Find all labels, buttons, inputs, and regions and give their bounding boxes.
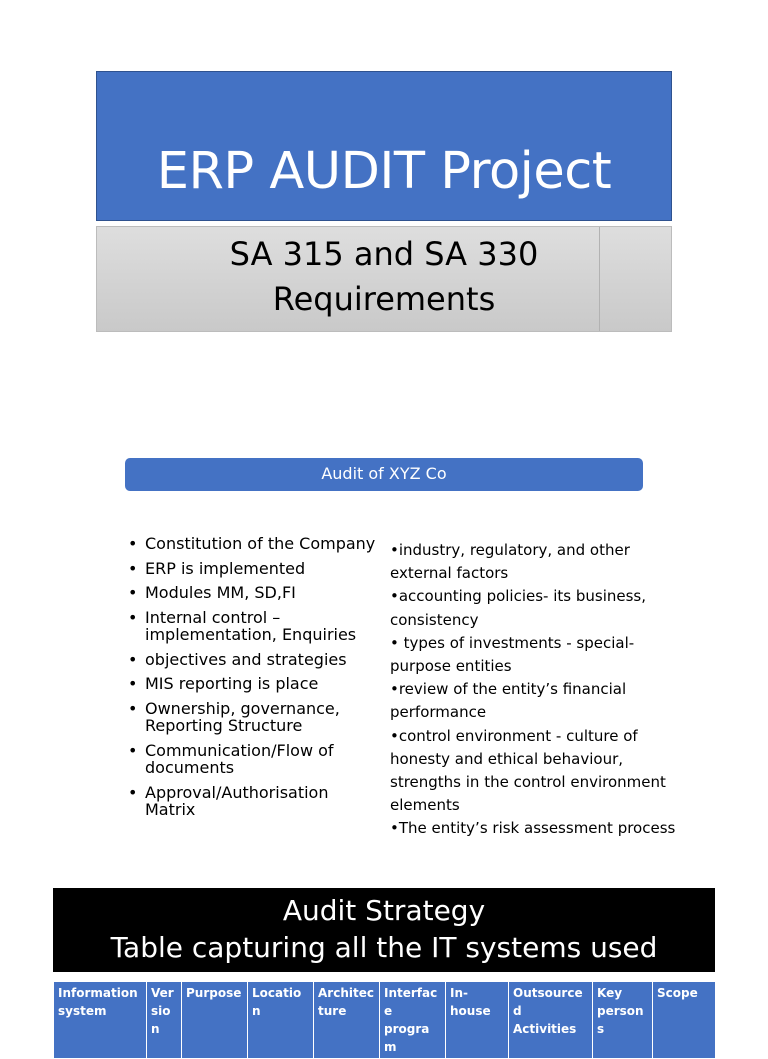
- table-header-cell: Scope: [653, 982, 716, 1059]
- left-bullet-item: • Communication/Flow of documents: [128, 742, 378, 777]
- right-factor-item: •review of the entity’s financial performance: [390, 680, 627, 722]
- subtitle-line-1: SA 315 and SA 330: [229, 235, 539, 273]
- table-header-cell: Location: [248, 982, 314, 1059]
- table-header-cell: In-house: [446, 982, 509, 1059]
- it-systems-table: [53, 981, 716, 1059]
- left-bullet-item: • Internal control – implementation, Enquiries: [128, 609, 378, 644]
- left-bullet-item: • MIS reporting is place: [128, 675, 378, 693]
- left-bullet-list: [128, 535, 378, 826]
- table-header-cell: Key persons: [593, 982, 653, 1059]
- table-header-cell: Outsourced Activities: [509, 982, 593, 1059]
- left-bullet-item: • Approval/Authorisation Matrix: [128, 784, 378, 819]
- slide-subtitle: [96, 232, 672, 322]
- right-factor-item: •control environment - culture of honesty and ethical behaviour, strengths in the control environment elements: [390, 726, 666, 815]
- audit-header-text: Audit of XYZ Co: [321, 464, 447, 483]
- right-factor-item: • types of investments - special-purpose entities: [390, 633, 635, 676]
- table-header-cell: Information system: [54, 982, 147, 1059]
- table-header-row: [54, 982, 716, 1059]
- audit-strategy-subtitle: Table capturing all the IT systems used: [110, 931, 658, 964]
- left-bullet-item: • Modules MM, SD,FI: [128, 584, 378, 602]
- right-factor-item: •The entity’s risk assessment process: [390, 819, 676, 838]
- table-header-cell: Version: [147, 982, 182, 1059]
- right-factor-item: •accounting policies- its business, consistency: [390, 587, 647, 629]
- left-bullet-item: • ERP is implemented: [128, 560, 378, 578]
- right-factor-item: •industry, regulatory, and other external factors: [390, 541, 630, 583]
- table-header-cell: Architecture: [314, 982, 380, 1059]
- left-bullet-item: • objectives and strategies: [128, 651, 378, 669]
- right-factor-list: [390, 539, 680, 841]
- subtitle-line-2: Requirements: [272, 280, 496, 318]
- table-header-cell: Purpose: [182, 982, 248, 1059]
- slide-title: ERP AUDIT Project: [156, 142, 612, 201]
- left-bullet-item: • Ownership, governance, Reporting Structure: [128, 700, 378, 735]
- audit-strategy-title: Audit Strategy: [282, 894, 486, 927]
- left-bullet-item: • Constitution of the Company: [128, 535, 378, 553]
- table-header-cell: Interface program: [380, 982, 446, 1059]
